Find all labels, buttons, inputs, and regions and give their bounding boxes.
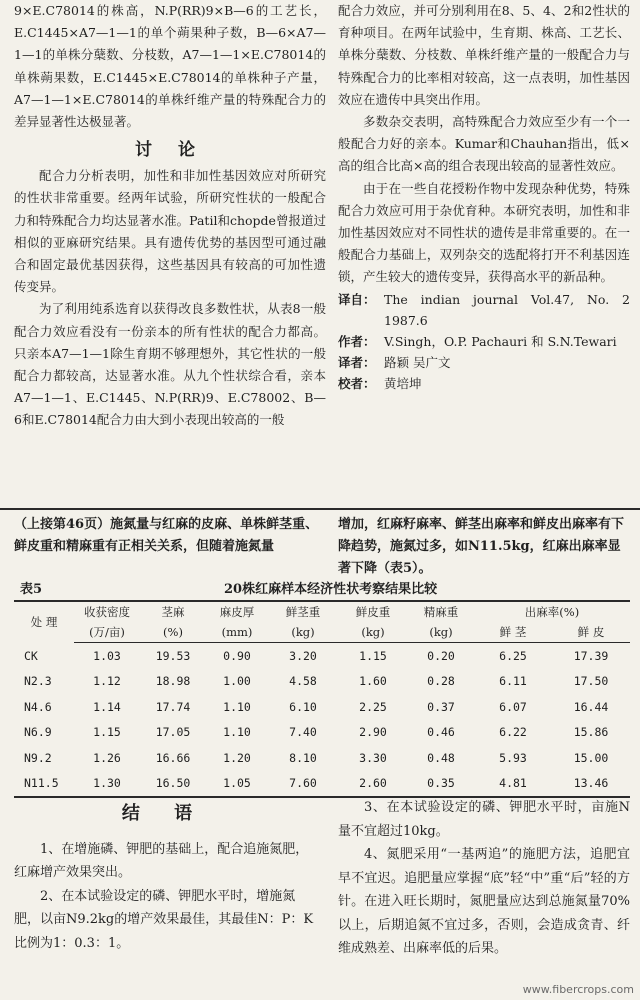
table-caption: 20株红麻样本经济性状考察结果比较 (224, 582, 438, 597)
table-cell: 13.46 (552, 771, 630, 798)
unit-thickness: (mm) (206, 622, 268, 643)
treatment-cell: N11.5 (14, 771, 74, 798)
table-cell: 5.93 (499, 750, 527, 765)
header-fresh-bark: 鲜皮重 (338, 601, 408, 622)
header-stem-yield: 鲜 茎 (474, 622, 552, 643)
table-cell: 7.60 (268, 771, 338, 798)
table-row (14, 669, 630, 695)
discussion-paragraph-5: 由于在一些自花授粉作物中发现杂种优势，特殊配合力效应可用于杂优育种。本研究表明，加性和非加性基因效应对不同性状的遗传是非常重要的。在一般配合力基础上，双列杂交的选配将打开不利基因连锁，产生较大的遗传变异，获得高水平的新品种。 (338, 180, 630, 285)
table-cell: 6.22 (499, 725, 527, 740)
table-cell: 6.10 (289, 699, 317, 714)
table-cell: 0.48 (427, 750, 455, 765)
discussion-paragraph-3: 配合力效应，并可分别利用在8、5、4、2和2性状的育种项目。在两年试验中，生育期、株高、工艺长、单株分蘖数、分枝数、单株纤维产量的一般配合力与特殊配合力的比率相对较高，这一点表明，加性基因效应在遗传中具突出作用。 (338, 3, 630, 107)
table-body (14, 643, 630, 798)
table-cell: 7.40 (289, 725, 317, 740)
treatment-cell: N9.2 (24, 750, 52, 765)
table-cell: 6.25 (499, 648, 527, 663)
translator-label: 译者： (338, 354, 376, 370)
table-cell: 0.28 (427, 674, 455, 689)
table-cell: 17.74 (155, 699, 191, 714)
reviewer-row (338, 373, 630, 394)
data-table (14, 600, 630, 798)
treatment-cell: N6.9 (24, 725, 52, 740)
table-cell: 2.90 (359, 725, 387, 740)
author-value: V.Singh，O.P. Pachauri 和 S.N.Tewari (384, 333, 617, 349)
table-cell: 6.07 (499, 699, 527, 714)
table-cell: 1.05 (206, 771, 268, 798)
continued-text-right: 增加，红麻籽麻率、鲜茎出麻率和鲜皮出麻率有下降趋势，施氮过多，如N11.5kg，红麻出麻率显著下降（表5）。 (338, 517, 625, 576)
conclusion-left (14, 796, 314, 955)
table-cell: 17.39 (573, 648, 609, 663)
table-cell: 1.12 (93, 674, 121, 689)
unit-fresh-bark: (kg) (338, 622, 408, 643)
table-row (14, 745, 630, 771)
table-row (14, 720, 630, 746)
table-header-row-1 (14, 601, 630, 622)
continued-text-left: （上接第46页）施氮量与红麻的皮麻、单株鲜茎重、鲜皮重和精麻重有正相关关系，但随着施氮量 (14, 517, 319, 554)
author-row (338, 331, 630, 352)
table-cell: 15.00 (573, 750, 609, 765)
conclusion-item-4: 4、氮肥采用“一基两追”的施肥方法，追肥宜早不宜迟。追肥量应掌握“底”轻“中”重“后”轻的方针。在进入旺长期时，氮肥量应达到总施氮量70%以上，后期追氮不宜过多，否则，会造成贪青、纤维成熟差、出麻率低的后果。 (338, 847, 630, 956)
translator-value: 路颖 吴广文 (384, 354, 451, 370)
table-cell: 0.46 (427, 725, 455, 740)
table-cell: 1.30 (74, 771, 140, 798)
source-label: 译自： (338, 291, 376, 307)
table-cell: 17.50 (573, 674, 609, 689)
table-header-row-2 (14, 622, 630, 643)
results-paragraph: 9×E.C78014的株高，N.P(RR)9×B—6的工艺长，E.C1445×A7—1—1的单个蒴果种子数，B—6×A7—1—1的单株分蘖数、分枝数，A7—1—1×E.C78014的单株蒴果数，E.C1445×E.C78014的单株种子产量，A7—1—1×E.C78014的单株纤维产量的特殊配合力的差异显著性达极显著。 (14, 3, 326, 130)
discussion-paragraph-2: 为了利用纯系选育以获得改良多数性状，从表8一般配合力效应看没有一份亲本的所有性状的配合力都高。只亲本A7—1—1除生育期不够理想外，其它性状的一般配合力都较高，达显著水准。从九个性状综合看，亲本A7—1—1、E.C1445、N.P(RR)9、E.C78002、B—6和E.C78014配合力由大到小表现出较高的一般 (14, 301, 326, 428)
table-cell: 4.81 (474, 771, 552, 798)
table-cell: 1.15 (93, 725, 121, 740)
unit-density: (万/亩) (74, 622, 140, 643)
upper-left-column (14, 0, 326, 432)
header-treatment: 处 理 (14, 601, 74, 643)
author-label: 作者： (338, 333, 376, 349)
table-row (14, 771, 630, 798)
table-cell: 0.20 (427, 648, 455, 663)
table-cell: 3.30 (359, 750, 387, 765)
reviewer-value: 黄培坤 (384, 375, 422, 391)
treatment-cell: CK (24, 648, 38, 663)
translator-row (338, 352, 630, 373)
discussion-paragraph-1: 配合力分析表明，加性和非加性基因效应对所研究的性状非常重要。经两年试验，所研究性状的一般配合力和特殊配合力均达显著水准。Patil和chopde曾报道过相似的亚麻研究结果。具有遗传优势的基因型可通过融合和固定最优基因获得，这些基因具有较高的可加性遗传变异。 (14, 168, 326, 295)
header-bark-yield: 鲜 皮 (552, 622, 630, 643)
table-cell: 4.58 (289, 674, 317, 689)
header-bark-thickness (206, 601, 268, 622)
source-value: The indian journal Vol.47, No. 2 1987.6 (384, 291, 630, 328)
conclusion-heading: 结 语 (121, 803, 207, 824)
table-cell: 16.66 (155, 750, 191, 765)
unit-fresh-stem: (kg) (268, 622, 338, 643)
conclusion-item-2: 2、在本试验设定的磷、钾肥水平时，增施氮肥，以亩N9.2kg的增产效果最佳，其最佳N：P：K比例为1：0.3：1。 (14, 888, 314, 951)
header-stem-ratio: 茎麻 (140, 601, 206, 622)
discussion-heading: 讨 论 (135, 140, 205, 161)
reviewer-label: 校者： (338, 375, 376, 391)
unit-stem-ratio: (%) (140, 622, 206, 643)
table-cell: 3.20 (289, 648, 317, 663)
table-cell: 1.60 (359, 674, 387, 689)
header-fiber-yield-rate: 出麻率(%) (474, 601, 630, 622)
section-divider (0, 508, 640, 510)
conclusion-item-3: 3、在本试验设定的磷、钾肥水平时，亩施N量不宜超过10kg。 (338, 800, 630, 839)
table-cell: 1.10 (223, 725, 251, 740)
table-cell: 0.37 (427, 699, 455, 714)
header-fresh-stem: 鲜茎重 (268, 601, 338, 622)
table-cell: 1.15 (359, 648, 387, 663)
table-cell: 1.10 (223, 699, 251, 714)
table-cell: 16.44 (573, 699, 609, 714)
table-cell: 1.03 (93, 648, 121, 663)
table-cell: 1.00 (223, 674, 251, 689)
table-cell: 15.86 (573, 725, 609, 740)
header-dry-fiber: 精麻重 (408, 601, 474, 622)
table-cell: 16.50 (140, 771, 206, 798)
treatment-cell: N4.6 (24, 699, 52, 714)
table-title (14, 576, 630, 598)
conclusion-right (338, 796, 630, 961)
table-row (14, 694, 630, 720)
article-credits (338, 289, 630, 394)
table-cell: 1.20 (223, 750, 251, 765)
table-cell: 18.98 (155, 674, 191, 689)
table-number: 表5 (20, 582, 43, 597)
discussion-paragraph-4: 多数杂交表明，高特殊配合力效应至少有一个一般配合力好的亲本。Kumar和Chauhan指出，低×高的组合比高×高的组合表现出较高的显著性效应。 (338, 114, 630, 174)
conclusion-item-1: 1、在增施磷、钾肥的基础上，配合追施氮肥，红麻增产效果突出。 (14, 841, 309, 880)
table-cell: 1.26 (93, 750, 121, 765)
table-cell: 6.11 (499, 674, 527, 689)
header-density: 收获密度 (74, 601, 140, 622)
upper-right-column (338, 0, 630, 394)
table-cell: 0.35 (408, 771, 474, 798)
table-cell: 8.10 (289, 750, 317, 765)
source-row (338, 289, 630, 331)
table-cell: 2.60 (338, 771, 408, 798)
table-cell: 17.05 (155, 725, 191, 740)
table-cell: 0.90 (223, 648, 251, 663)
unit-dry-fiber: (kg) (408, 622, 474, 643)
treatment-cell: N2.3 (24, 674, 52, 689)
table-row (14, 643, 630, 669)
header-bark-label: 麻皮 (219, 605, 243, 619)
table-cell: 19.53 (155, 648, 191, 663)
watermark-text: www.fibercrops.com (522, 983, 634, 996)
table-cell: 1.14 (93, 699, 121, 714)
header-thickness-label: 厚 (242, 605, 255, 619)
table-cell: 2.25 (359, 699, 387, 714)
